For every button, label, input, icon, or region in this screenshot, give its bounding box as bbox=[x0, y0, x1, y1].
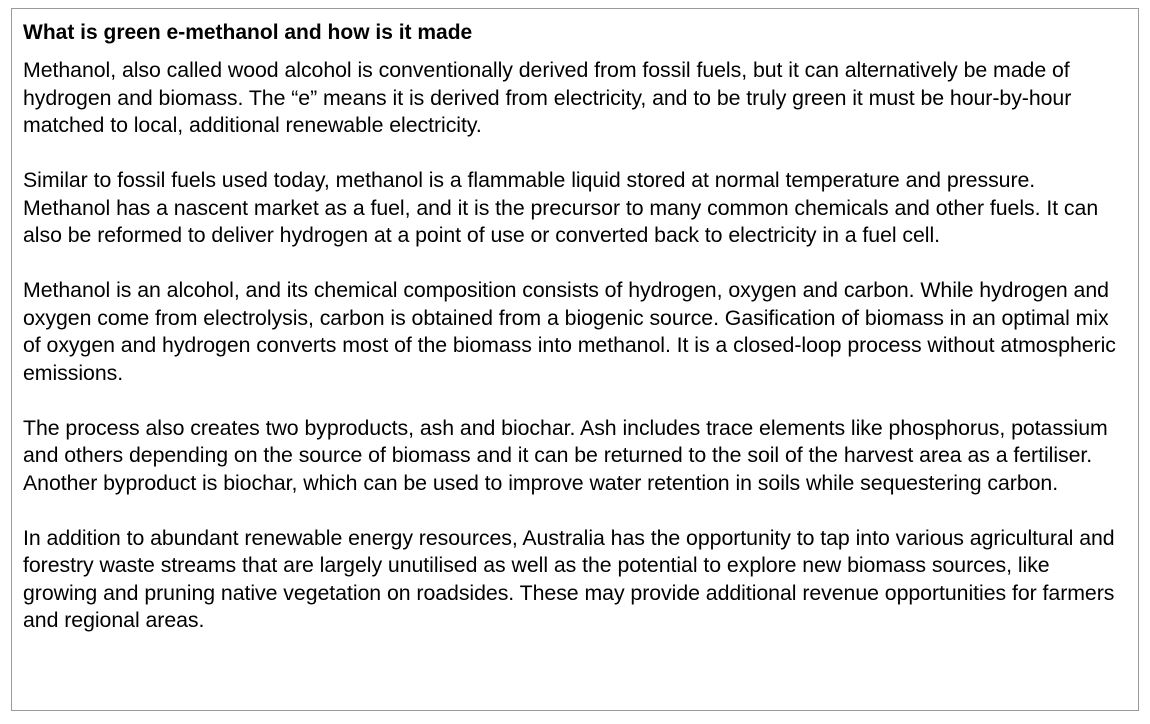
paragraph-fuel-properties: Similar to fossil fuels used today, methanol is a flammable liquid stored at normal temperature and pressure. Methanol has a nascent market as a fuel, and it is the precursor to many common chemicals and other fuels. It can also be reformed to deliver hydrogen at a point of use or converted back to electricity in a fuel cell. bbox=[23, 168, 1099, 247]
paragraph-byproducts: The process also creates two byproducts, ash and biochar. Ash includes trace elements like phosphorus, potassium and others depending on the source of biomass and it can be returned to the soil of the harvest area as a fertiliser. Another byproduct is biochar, which can be used to improve water retention in soils while sequestering carbon. bbox=[23, 415, 1108, 495]
article-heading: What is green e-methanol and how is it made bbox=[23, 21, 473, 44]
paragraph-chemical-composition: Methanol is an alcohol, and its chemical composition consists of hydrogen, oxygen and carbon. While hydrogen and oxygen come from electrolysis, carbon is obtained from a biogenic source. Gasification of biomass in an optimal mix of oxygen and hydrogen converts most of the biomass into methanol. It is a closed-loop process without atmospheric emissions. bbox=[23, 278, 1116, 385]
article-panel bbox=[11, 8, 1139, 711]
paragraph-wood-alcohol-intro: Methanol, also called wood alcohol is conventionally derived from fossil fuels, but it can alternatively be made of hydrogen and biomass. The “e” means it is derived from electricity, and to be truly green it must be hour-by-hour matched to local, additional renewable electricity. bbox=[23, 58, 1072, 137]
paragraph-australia-opportunity: In addition to abundant renewable energy resources, Australia has the opportunity to tap into various agricultural and forestry waste streams that are largely unutilised as well as the potential to explore new biomass sources, like growing and pruning native vegetation on roadsides. These may provide additional revenue opportunities for farmers and regional areas. bbox=[23, 525, 1115, 632]
